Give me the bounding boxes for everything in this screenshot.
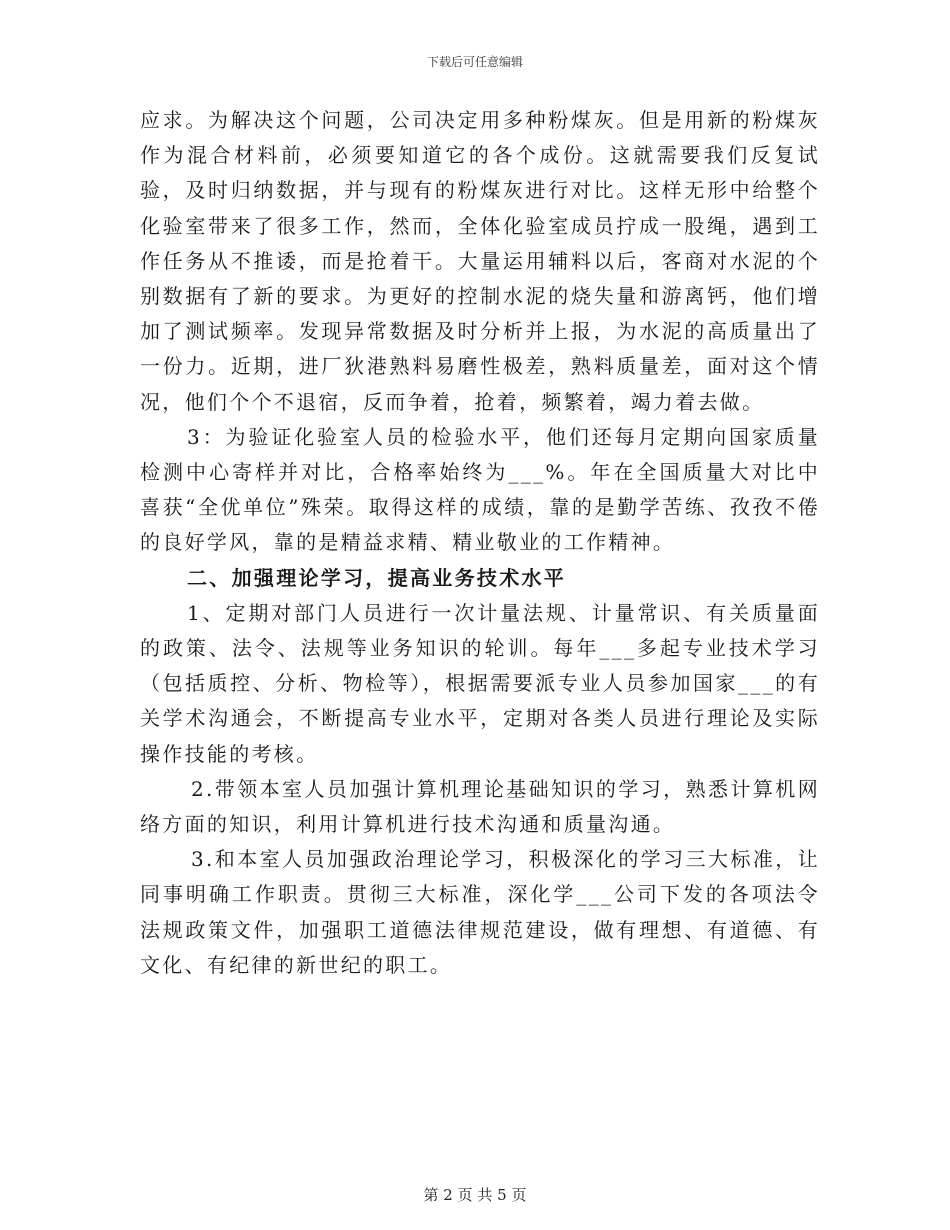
paragraph-continuation: 应求。为解决这个问题，公司决定用多种粉煤灰。但是用新的粉煤灰作为混合材料前，必须要知道它的各个成份。这就需要我们反复试验，及时归纳数据，并与现有的粉煤灰进行对比。这样无形中给整个化验室带来了很多工作，然而，全体化验室成员拧成一股绳，遇到工作任务从不推诿，而是抢着干。大量运用辅料以后，客商对水泥的个别数据有了新的要求。为更好的控制水泥的烧失量和游离钙，他们增加了测试频率。发现异常数据及时分析并上报，为水泥的高质量出了一份力。近期，进厂狄港熟料易磨性极差，熟料质量差，面对这个情况，他们个个不退宿，反而争着，抢着，频繁着，竭力着去做。: [140, 108, 820, 414]
paragraph-item-2: 2.带领本室人员加强计算机理论基础知识的学习，熟悉计算机网络方面的知识，利用计算机进行技术沟通和质量沟通。: [140, 776, 820, 837]
section-heading: 二、加强理论学习，提高业务技术水平: [187, 565, 567, 590]
page-footer: 第 2 页 共 5 页: [423, 1186, 527, 1204]
document-body: [140, 103, 820, 983]
paragraph-item-3b: 3.和本室人员加强政治理论学习，积极深化的学习三大标准，让同事明确工作职责。贯彻三大标准，深化学___公司下发的各项法令法规政策文件，加强职工道德法律规范建设，做有理想、有道德、有文化、有纪律的新世纪的职工。: [140, 847, 820, 977]
paragraph-item-1: 1、定期对部门人员进行一次计量法规、计量常识、有关质量面的政策、法令、法规等业务知识的轮训。每年___多起专业技术学习（包括质控、分析、物检等），根据需要派专业人员参加国家___的有关学术沟通会，不断提高专业水平，定期对各类人员进行理论及实际操作技能的考核。: [140, 600, 820, 766]
page-header: 下载后可任意编辑: [426, 55, 523, 69]
paragraph-item-3: 3：为验证化验室人员的检验水平，他们还每月定期向国家质量检测中心寄样并对比，合格率始终为___%。年在全国质量大对比中喜获“全优单位”殊荣。取得这样的成绩，靠的是勤学苦练、孜孜不倦的良好学风，靠的是精益求精、精业敬业的工作精神。: [140, 424, 820, 555]
